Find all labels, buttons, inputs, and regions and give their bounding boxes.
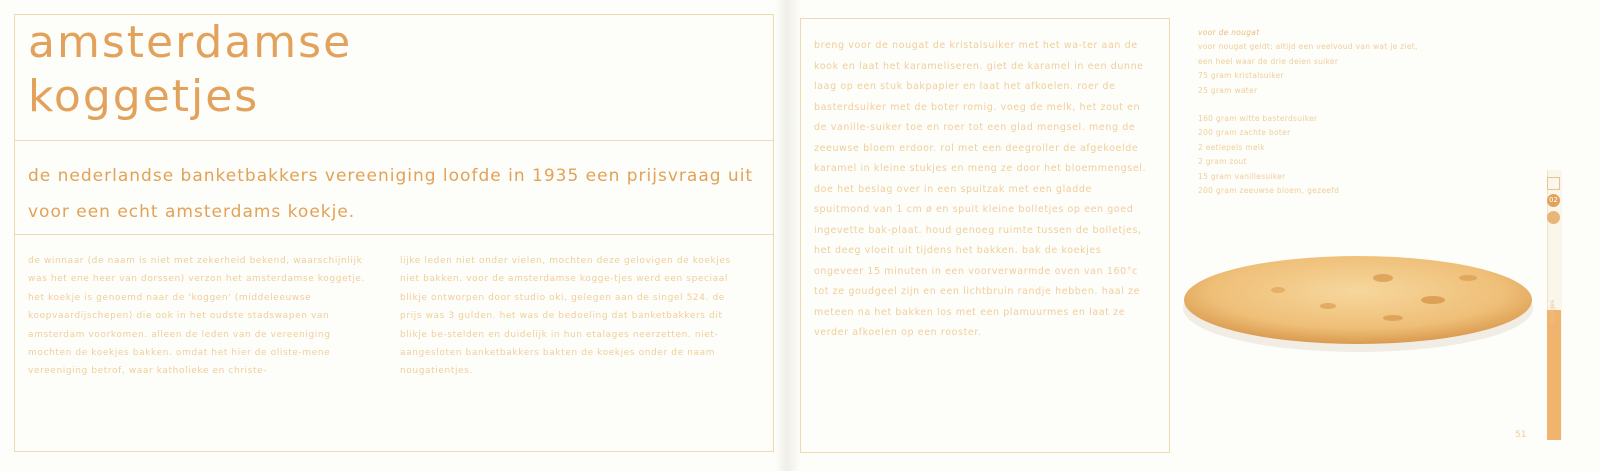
divider: [14, 234, 774, 235]
page-title: [28, 16, 352, 124]
ingredient-item: 25 gram water: [1198, 85, 1258, 95]
ingredient-item: 2 eetlepels melk: [1198, 142, 1265, 152]
page-number: 51: [1515, 430, 1527, 440]
left-page: [0, 0, 780, 471]
ingredient-item: 200 gram zachte boter: [1198, 128, 1291, 138]
ingredients-note: een heel waar de drie delen suiker: [1198, 56, 1339, 66]
ingredient-item: 15 gram vanillesuiker: [1198, 171, 1286, 181]
ingredient-item: 200 gram zeeuwse bloem, gezeefd: [1198, 186, 1340, 196]
tab-number-badge: 02: [1547, 194, 1560, 207]
ingredients-list: [1198, 26, 1498, 198]
body-column-1: de winnaar (de naam is niet met zekerheid bekend, waarschijnlijk was het ene heer van dorssen) verzon het amsterdamse koggetje. het koekje is genoemd naar de 'koggen' (middeleeuwse koopvaardijschepen) die ook in het oudste stadswapen van amsterdam voorkomen. alleen de leden van de vereeniging mochten de koekjes bakken. omdat het hier de oliste-mene vereeniging betrof, waar katholieke en christe-: [28, 256, 365, 377]
cookie-photo: [1178, 250, 1538, 355]
ingredient-item: 160 gram witte basterdsuiker: [1198, 114, 1318, 124]
tab-dot: [1547, 211, 1560, 224]
right-page: [800, 0, 1600, 471]
ingredient-item: 75 gram kristalsuiker: [1198, 71, 1284, 81]
title-line-2: koggetjes: [28, 71, 260, 122]
book-gutter: [776, 0, 800, 471]
section-tab-label: koekjes: [1549, 300, 1556, 323]
page-subtitle: de nederlandse banketbakkers vereeniging loofde in 1935 een prijsvraag uit voor een echt amsterdams koekje.: [28, 166, 754, 222]
ingredients-heading: voor de nougat: [1198, 28, 1260, 37]
recipe-method: breng voor de nougat de kristalsuiker met het wa-ter aan de kook en laat het karameliseren. giet de karamel in een dunne laag op een stuk bakpapier en laat het afkoelen. roer de basterdsuiker met de boter romig. voeg de melk, het zout en de vanille-suiker toe en roer tot een glad mengsel. meng de zeeuwse bloem erdoor. rol met een deegroller de afgekoelde karamel in kleine stukjes en meng ze door het bloemmengsel. doe het beslag over in een spuitzak met een gladde spuitmond van 1 cm ø en spuit kleine bolletjes op een goed ingevette bak-plaat. houd genoeg ruimte tussen de bolletjes, het deeg vloeit uit tijdens het bakken. bak de koekjes ongeveer 15 minuten in een voorverwarmde oven van 160°c tot ze goudgeel zijn en een lichtbruin randje hebben. haal ze meteen na het bakken los met een plamuurmes en laat ze verder afkoelen op een rooster.: [814, 40, 1147, 338]
body-column-2: lijke leden niet onder vielen, mochten deze gelovigen de koekjes niet bakken. voor de amsterdamse kogge-tjes werd een speciaal blikje ontworpen door studio oki, gelegen aan de singel 524. de prijs was 3 gulden. het was de bedoeling dat banketbakkers dit blikje be-stelden en duidelijk in hun etalages neerzetten. niet-aangesloten banketbakkers bakten de koekjes onder de naam nougatientjes.: [400, 256, 731, 377]
divider: [14, 140, 774, 141]
title-line-1: amsterdamse: [28, 17, 353, 68]
section-tab-active: [1547, 310, 1561, 440]
ingredient-item: 2 gram zout: [1198, 157, 1247, 167]
tab-marker: [1547, 177, 1560, 190]
ingredients-note: voor nougat geldt: altijd een veelvoud van wat je ziet,: [1198, 42, 1418, 52]
